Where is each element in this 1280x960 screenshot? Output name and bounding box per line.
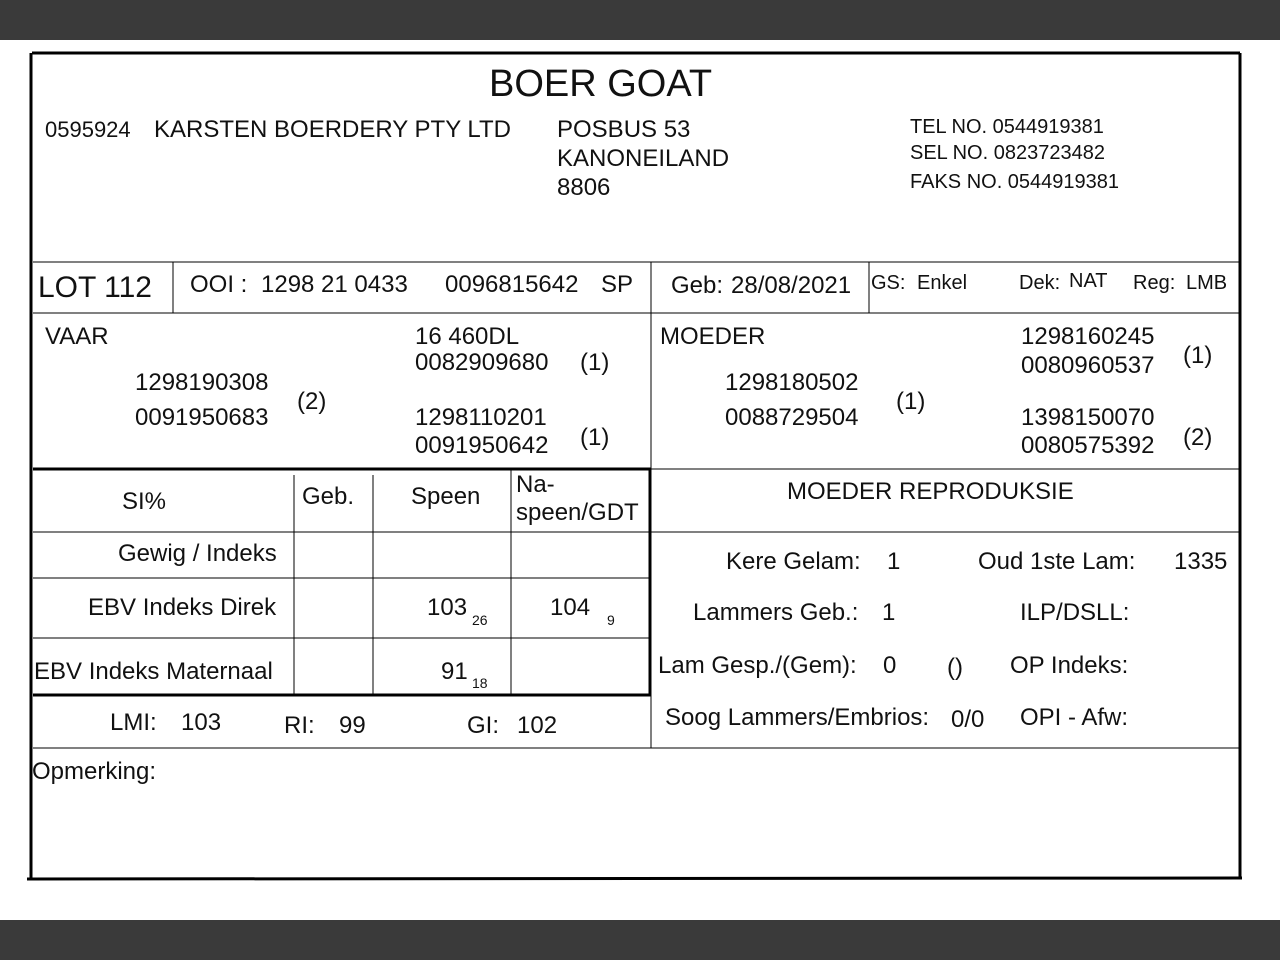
lammers-value: 1: [882, 599, 896, 626]
ebv-direk-naspeen-sub: 9: [607, 612, 615, 628]
lammers-label: Lammers Geb.:: [693, 599, 859, 626]
vaar-label: VAAR: [45, 323, 109, 350]
breeder-tel: TEL NO. 0544919381: [910, 116, 1104, 138]
vaar-sire-reg: 0082909680: [415, 349, 549, 376]
dek-value: NAT: [1069, 270, 1108, 292]
breeder-address-line-1: POSBUS 53: [557, 116, 691, 143]
card-title: BOER GOAT: [489, 63, 713, 105]
opi-afw-label: OPI - Afw:: [1020, 704, 1129, 731]
oud-label: Oud 1ste Lam:: [978, 548, 1136, 575]
ri-label: RI:: [284, 712, 315, 739]
speen-header: Speen: [411, 483, 481, 510]
breeder-faks: FAKS NO. 0544919381: [910, 171, 1120, 193]
breeder-sel: SEL NO. 0823723482: [910, 142, 1105, 164]
naspeen-header-line-2: speen/GDT: [516, 499, 639, 526]
opmerking-label: Opmerking:: [32, 758, 157, 785]
gs-label: GS:: [871, 272, 906, 294]
op-indeks-label: OP Indeks:: [1010, 652, 1129, 679]
breeder-name: KARSTEN BOERDERY PTY LTD: [154, 116, 511, 143]
reproduksie-title: MOEDER REPRODUKSIE: [787, 478, 1074, 505]
moeder-dam-reg: 0080575392: [1021, 432, 1155, 459]
lmi-label: LMI:: [110, 709, 157, 736]
dek-label: Dek:: [1019, 272, 1061, 294]
geb-date: 28/08/2021: [731, 272, 852, 299]
breeder-address-line-3: 8806: [557, 174, 611, 201]
moeder-dam-count: (2): [1183, 424, 1213, 451]
lam-gesp-label: Lam Gesp./(Gem):: [658, 652, 857, 679]
lot-label: LOT 112: [38, 271, 152, 304]
row-label-ebv-direk: EBV Indeks Direk: [88, 594, 277, 621]
reg-label: Reg:: [1133, 272, 1176, 294]
vaar-count: (2): [297, 388, 327, 415]
lmi-value: 103: [181, 709, 222, 736]
breeder-number: 0595924: [45, 117, 131, 142]
breeder-address-line-2: KANONEILAND: [557, 145, 730, 172]
vaar-reg: 0091950683: [135, 404, 269, 431]
moeder-sire-id: 1298160245: [1021, 323, 1155, 350]
reg-value: LMB: [1186, 272, 1228, 294]
gs-value: Enkel: [917, 272, 968, 294]
lam-gesp-value: 0: [883, 652, 897, 679]
moeder-sire-count: (1): [1183, 342, 1213, 369]
kere-label: Kere Gelam:: [726, 548, 861, 575]
geb-label: Geb:: [671, 272, 724, 299]
gi-value: 102: [517, 712, 558, 739]
ooi-label: OOI :: [190, 271, 248, 298]
ri-value: 99: [339, 712, 366, 739]
ooi-reg: 0096815642: [445, 271, 579, 298]
ebv-direk-speen-sub: 26: [472, 612, 488, 628]
ebv-maternaal-speen-sub: 18: [472, 675, 488, 691]
ooi-id: 1298 21 0433: [261, 271, 408, 298]
row-label-ebv-maternaal: EBV Indeks Maternaal: [34, 658, 273, 685]
vaar-sire-count: (1): [580, 349, 610, 376]
lam-gem-value: (): [947, 654, 963, 681]
naspeen-header-line-1: Na-: [516, 471, 555, 498]
moeder-id: 1298180502: [725, 369, 859, 396]
moeder-reg: 0088729504: [725, 404, 859, 431]
moeder-label: MOEDER: [660, 323, 766, 350]
moeder-dam-id: 1398150070: [1021, 404, 1155, 431]
kere-value: 1: [887, 548, 901, 575]
vaar-dam-id: 1298110201: [415, 404, 547, 431]
soog-label: Soog Lammers/Embrios:: [665, 704, 930, 731]
geb-header: Geb.: [302, 483, 355, 510]
ooi-suffix: SP: [601, 271, 634, 298]
moeder-sire-reg: 0080960537: [1021, 352, 1155, 379]
moeder-count: (1): [896, 388, 926, 415]
vaar-sire-id: 16 460DL: [415, 323, 520, 350]
soog-value: 0/0: [951, 706, 985, 733]
ebv-direk-naspeen: 104: [550, 594, 591, 621]
vaar-dam-reg: 0091950642: [415, 432, 549, 459]
oud-value: 1335: [1174, 548, 1228, 575]
row-label-gewig: Gewig / Indeks: [118, 540, 277, 567]
ebv-direk-speen: 103: [427, 594, 468, 621]
vaar-dam-count: (1): [580, 424, 610, 451]
ebv-maternaal-speen: 91: [441, 658, 468, 685]
ilp-label: ILP/DSLL:: [1020, 599, 1130, 626]
vaar-id: 1298190308: [135, 369, 269, 396]
gi-label: GI:: [467, 712, 500, 739]
si-header: SI%: [122, 488, 167, 515]
